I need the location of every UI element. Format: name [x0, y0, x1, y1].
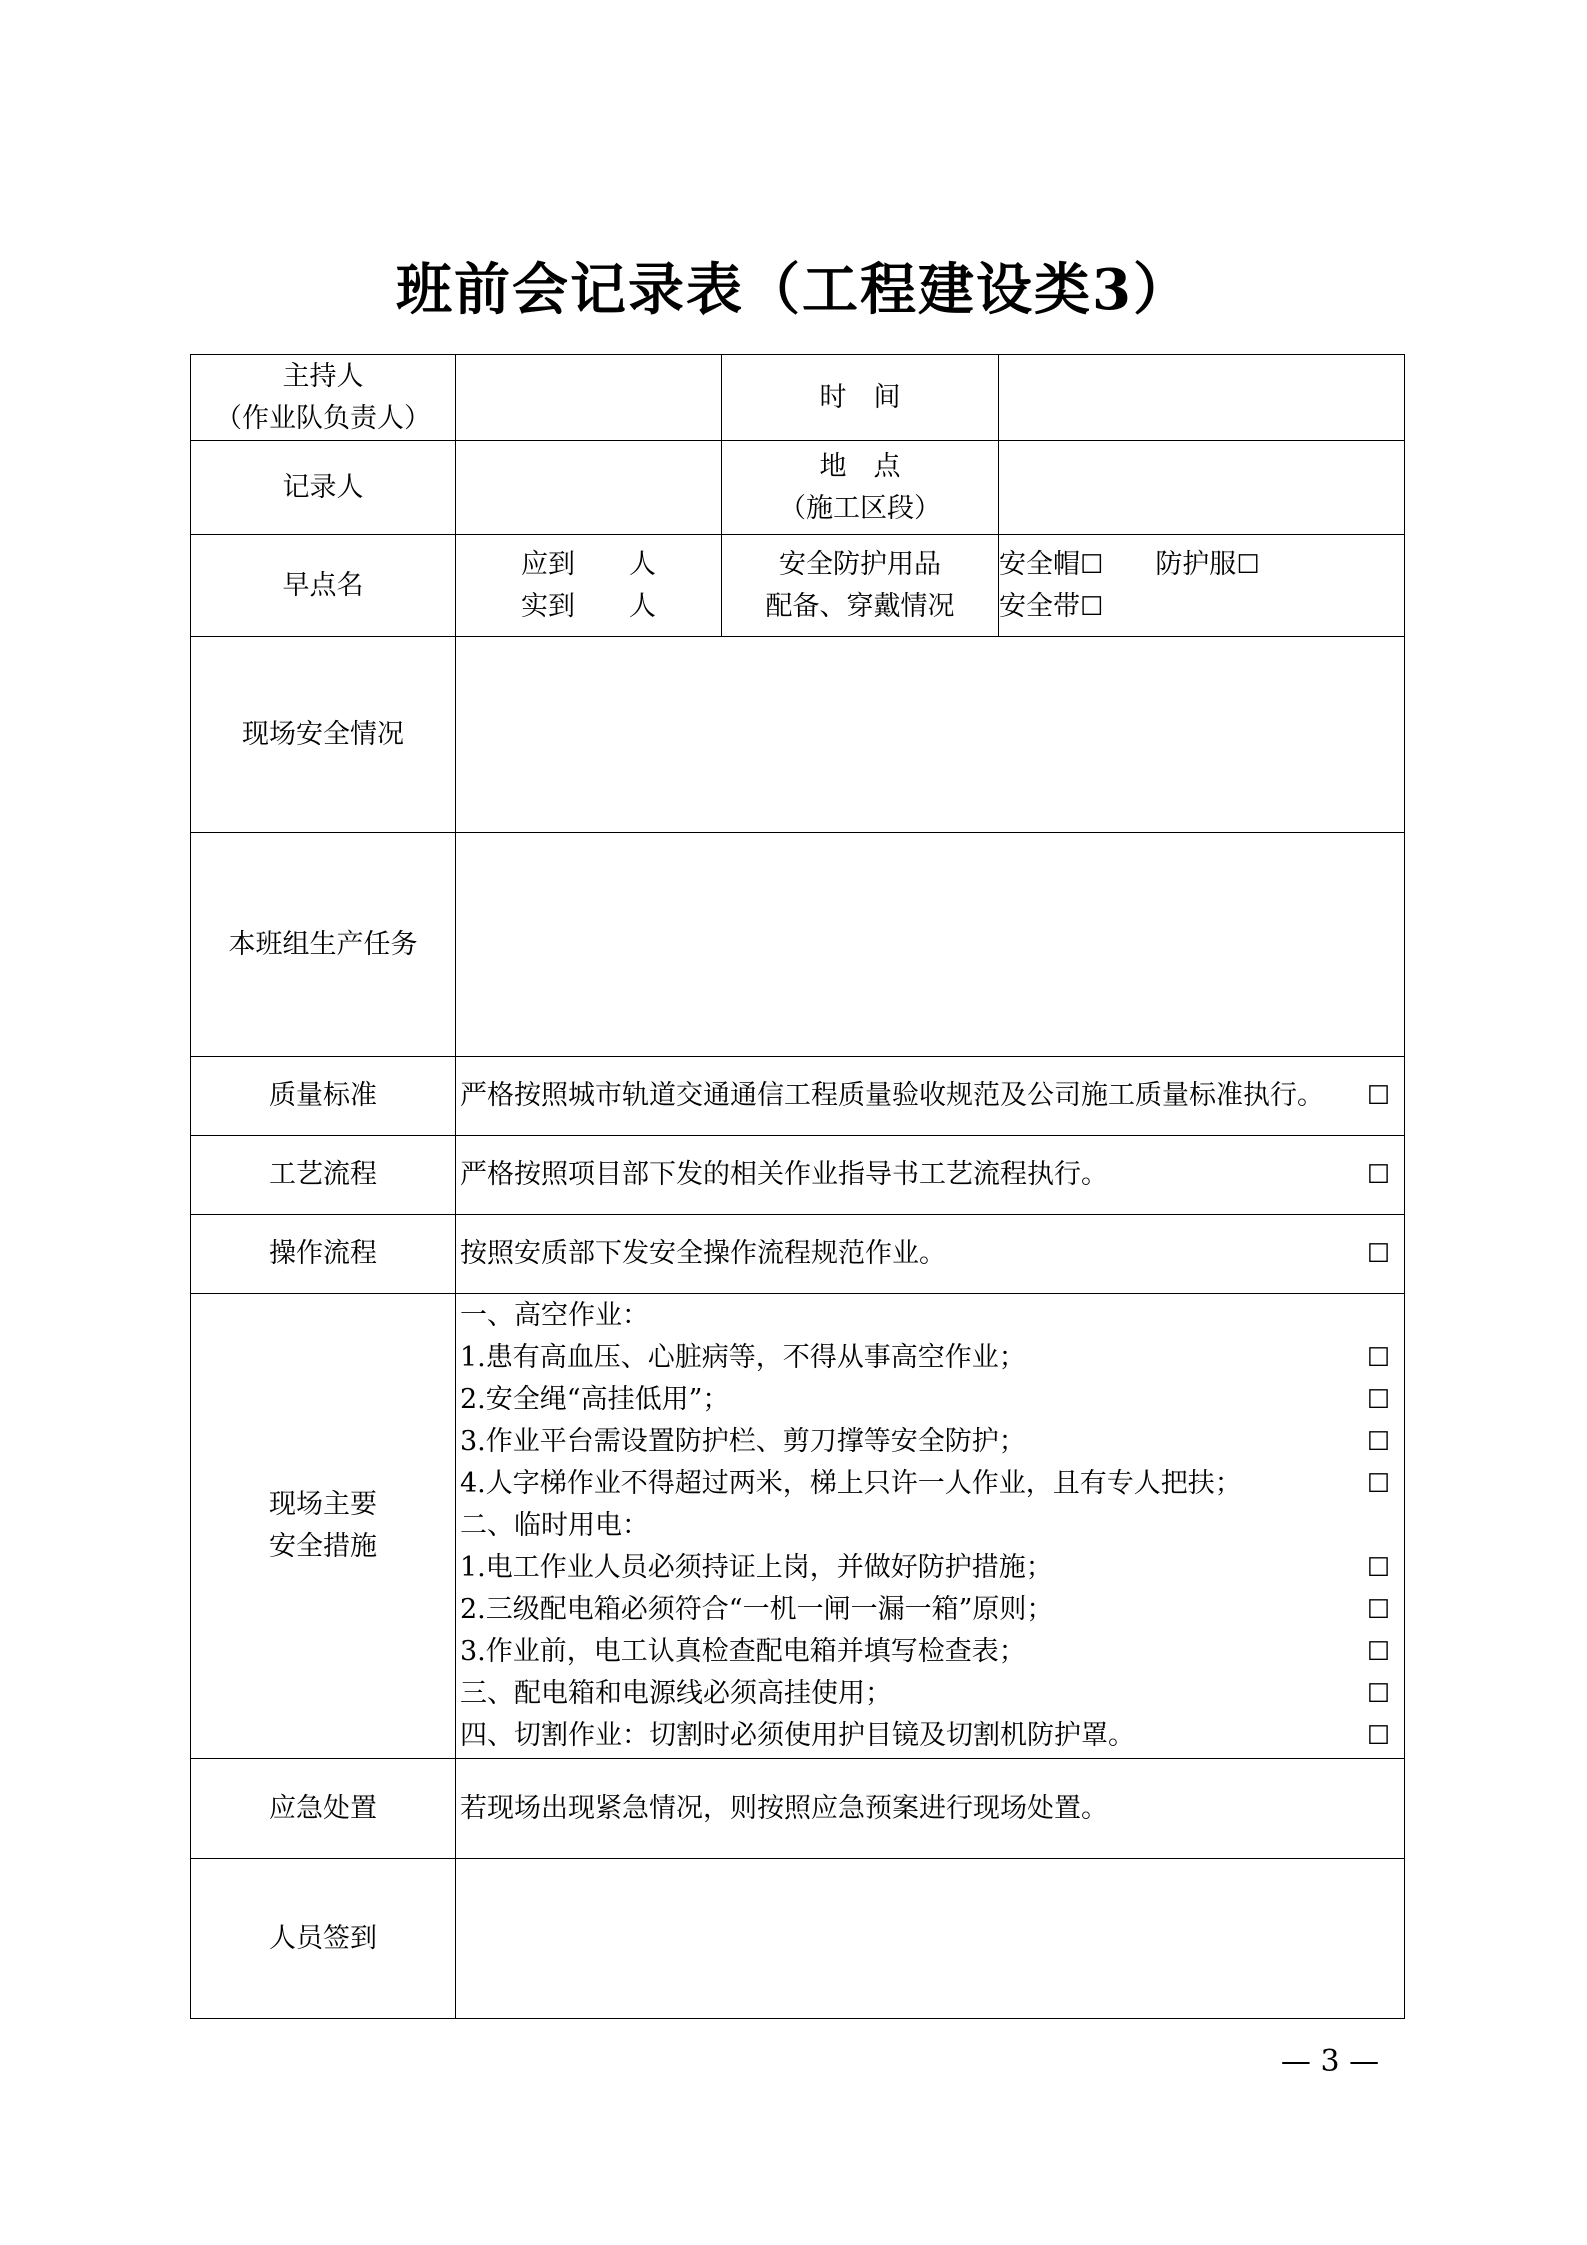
- measure-text: 3.作业平台需设置防护栏、剪刀撑等安全防护；: [460, 1426, 1026, 1457]
- helmet-option[interactable]: [999, 544, 1103, 586]
- recorder-label: 记录人: [191, 441, 456, 535]
- ppe-label-cell: [722, 535, 999, 637]
- page-number: — 3 —: [1280, 2044, 1380, 2079]
- meeting-record-table: [190, 354, 1405, 2019]
- host-label: 主持人: [282, 360, 364, 392]
- host-time-row: [191, 355, 1405, 441]
- measure-text: 1.电工作业人员必须持证上岗，并做好防护措施；: [460, 1552, 1053, 1583]
- operation-row: [191, 1215, 1405, 1294]
- suit-checkbox[interactable]: ☐: [1236, 549, 1260, 580]
- operation-content-cell: [456, 1215, 1405, 1294]
- measure-item: [460, 1547, 1390, 1589]
- measure-text: 2.三级配电箱必须符合“一机一闸一漏一箱”原则；: [460, 1594, 1054, 1625]
- measure-item: [460, 1379, 1390, 1421]
- emergency-row: [191, 1759, 1405, 1859]
- helmet-label: 安全帽: [999, 548, 1080, 580]
- measure-text: 1.患有高血压、心脏病等，不得从事高空作业；: [460, 1342, 1026, 1373]
- measure-checkbox[interactable]: ☐: [1366, 1721, 1390, 1751]
- measure-text: 2.安全绳“高挂低用”；: [460, 1384, 730, 1415]
- host-sublabel: （作业队负责人）: [215, 402, 431, 434]
- measure-checkbox[interactable]: ☐: [1366, 1343, 1390, 1373]
- task-value-cell[interactable]: [456, 833, 1405, 1057]
- process-checkbox[interactable]: ☐: [1366, 1160, 1390, 1190]
- measure-checkbox[interactable]: ☐: [1366, 1469, 1390, 1499]
- emergency-content-cell: [456, 1759, 1405, 1859]
- belt-checkbox[interactable]: ☐: [1080, 591, 1104, 622]
- document-title: 班前会记录表（工程建设类3）: [396, 257, 1191, 323]
- location-label: 地 点: [819, 450, 901, 482]
- measure-text: 四、切割作业：切割时必须使用护目镜及切割机防护罩。: [460, 1720, 1135, 1751]
- measure-text: 4.人字梯作业不得超过两米，梯上只许一人作业，且有专人把扶；: [460, 1468, 1242, 1499]
- site-safety-value-cell[interactable]: [456, 637, 1405, 833]
- site-safety-row: [191, 637, 1405, 833]
- attendance-cell[interactable]: [456, 535, 722, 637]
- suit-label: 防护服: [1155, 548, 1237, 580]
- measures-heading-temporary-power: [460, 1505, 1390, 1547]
- signin-label: 人员签到: [191, 1859, 456, 2019]
- operation-checkbox[interactable]: ☐: [1366, 1239, 1390, 1269]
- belt-label: 安全带: [999, 590, 1080, 622]
- time-label: 时 间: [722, 355, 999, 441]
- measure-text: 3.作业前，电工认真检查配电箱并填写检查表；: [460, 1636, 1026, 1667]
- measure-checkbox[interactable]: ☐: [1366, 1427, 1390, 1457]
- location-label-cell: [722, 441, 999, 535]
- process-text: 严格按照项目部下发的相关作业指导书工艺流程执行。: [460, 1159, 1108, 1190]
- measure-checkbox[interactable]: ☐: [1366, 1385, 1390, 1415]
- quality-label: 质量标准: [191, 1057, 456, 1136]
- measure-item: [460, 1673, 1390, 1715]
- measure-item: [460, 1337, 1390, 1379]
- helmet-checkbox[interactable]: ☐: [1080, 549, 1104, 580]
- quality-text: 严格按照城市轨道交通通信工程质量验收规范及公司施工质量标准执行。: [460, 1080, 1324, 1111]
- measures-label: 现场主要: [269, 1489, 377, 1520]
- measure-checkbox[interactable]: ☐: [1366, 1553, 1390, 1583]
- expected-count: 应到 人: [521, 548, 656, 580]
- recorder-value-cell[interactable]: [456, 441, 722, 535]
- emergency-text: 若现场出现紧急情况，则按照应急预案进行现场处置。: [460, 1792, 1108, 1824]
- signin-row: [191, 1859, 1405, 2019]
- measure-item: [460, 1631, 1390, 1673]
- ppe-label: 安全防护用品: [779, 548, 941, 580]
- quality-row: [191, 1057, 1405, 1136]
- measure-item: [460, 1715, 1390, 1757]
- quality-checkbox[interactable]: ☐: [1366, 1081, 1390, 1111]
- actual-count: 实到 人: [521, 590, 656, 622]
- process-label: 工艺流程: [191, 1136, 456, 1215]
- measures-row: [191, 1294, 1405, 1759]
- measures-label-cell: [191, 1294, 456, 1759]
- time-value-cell[interactable]: [999, 355, 1405, 441]
- operation-text: 按照安质部下发安全操作流程规范作业。: [460, 1238, 946, 1269]
- measure-checkbox[interactable]: ☐: [1366, 1679, 1390, 1709]
- measure-checkbox[interactable]: ☐: [1366, 1637, 1390, 1667]
- measure-checkbox[interactable]: ☐: [1366, 1595, 1390, 1625]
- process-row: [191, 1136, 1405, 1215]
- recorder-location-row: [191, 441, 1405, 535]
- task-label: 本班组生产任务: [191, 833, 456, 1057]
- task-row: [191, 833, 1405, 1057]
- quality-content-cell: [456, 1057, 1405, 1136]
- measure-text: 三、配电箱和电源线必须高挂使用；: [460, 1678, 892, 1709]
- emergency-label: 应急处置: [191, 1759, 456, 1859]
- operation-label: 操作流程: [191, 1215, 456, 1294]
- belt-option[interactable]: [999, 586, 1103, 628]
- measure-text: 一、高空作业：: [460, 1300, 649, 1331]
- location-value-cell[interactable]: [999, 441, 1405, 535]
- measure-item: [460, 1421, 1390, 1463]
- measure-item: [460, 1463, 1390, 1505]
- process-content-cell: [456, 1136, 1405, 1215]
- host-label-cell: [191, 355, 456, 441]
- ppe-checklist-cell: [999, 535, 1405, 637]
- ppe-sublabel: 配备、穿戴情况: [765, 590, 955, 622]
- location-sublabel: （施工区段）: [779, 492, 941, 524]
- measure-text: 二、临时用电：: [460, 1510, 649, 1541]
- measures-content-cell: [456, 1294, 1405, 1759]
- measures-heading-high-altitude: [460, 1295, 1390, 1337]
- rollcall-row: [191, 535, 1405, 637]
- host-value-cell[interactable]: [456, 355, 722, 441]
- rollcall-label: 早点名: [191, 535, 456, 637]
- signin-value-cell[interactable]: [456, 1859, 1405, 2019]
- measure-item: [460, 1589, 1390, 1631]
- site-safety-label: 现场安全情况: [191, 637, 456, 833]
- suit-option[interactable]: [1155, 544, 1259, 586]
- measures-sublabel: 安全措施: [269, 1531, 377, 1562]
